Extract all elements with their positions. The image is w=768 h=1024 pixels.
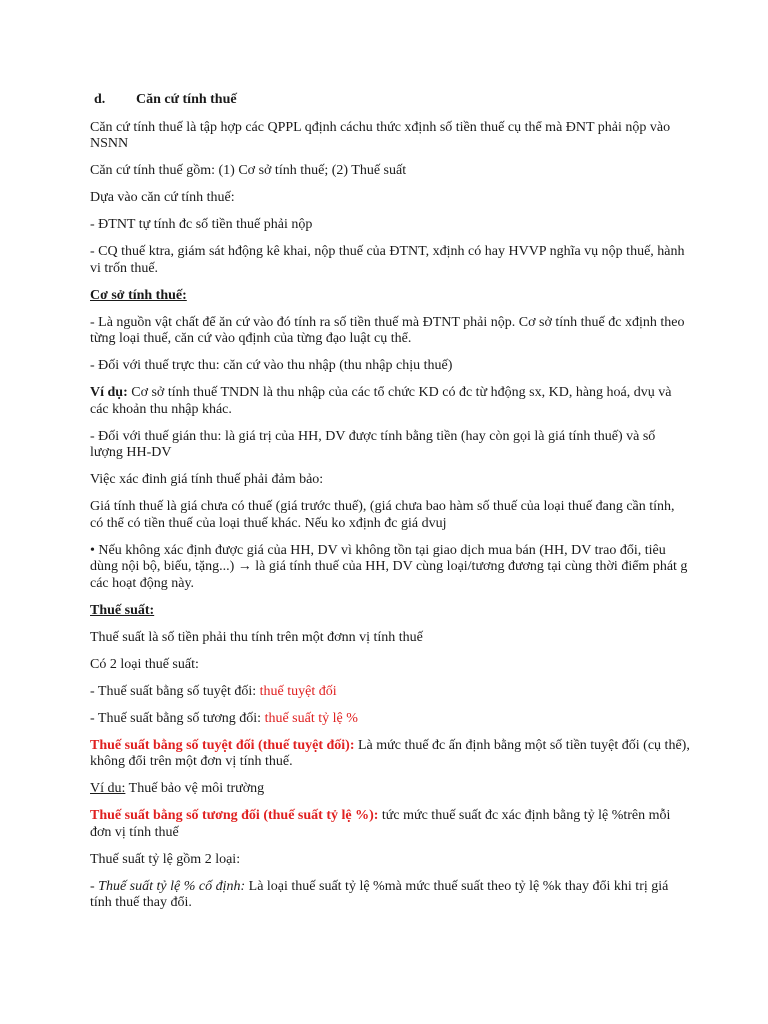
- section-heading: [94, 92, 690, 109]
- paragraph-pricing-must: Việc xác đinh giá tính thuế phải đảm bảo:: [90, 472, 324, 487]
- paragraph-absolute-rate: [90, 684, 690, 701]
- tax-rate-title: Thuế suất:: [90, 602, 155, 618]
- paragraph-tax-rate-def: Thuế suất là số tiền phải thu tính trên một đơnn vị tính thuế: [90, 629, 423, 645]
- tax-base-title: Cơ sở tính thuế:: [90, 287, 187, 303]
- paragraph-authority-check: - CQ thuế ktra, giám sát hđộng kê khai, nộp thuế của ĐTNT, xđịnh có hay HVVP nghĩa vụ nộp thuế, hành vi trốn thuế.: [90, 244, 685, 276]
- example-env-text: Thuế bảo vệ môi trường: [125, 781, 265, 796]
- section-title-tax-rate: [90, 603, 690, 620]
- paragraph-absolute-def: [90, 738, 690, 771]
- paragraph-relative-rate: [90, 711, 690, 728]
- paragraph-indirect-tax: - Đối với thuế gián thu: là giá trị của HH, DV được tính bằng tiền (hay còn gọi là giá tính thuế) và số lượng HH-DV: [90, 428, 656, 460]
- paragraph-fixed-rate: [90, 879, 690, 912]
- paragraph-based-on: Dựa vào căn cứ tính thuế:: [90, 190, 235, 205]
- fixed-rate-text: Là loại thuế suất tỷ lệ %mà mức thuế suất theo tỷ lệ %k thay đổi khi trị giá tính thuế thay đổi.: [90, 878, 669, 910]
- paragraph-definition: Căn cứ tính thuế là tập hợp các QPPL qđịnh cáchu thức xđịnh số tiền thuế cụ thể mà ĐNT phải nộp vào NSNN: [90, 119, 671, 151]
- paragraph-rate-two-kinds: Thuế suất tỷ lệ gồm 2 loại:: [90, 851, 241, 867]
- section-title-tax-base: [90, 288, 690, 305]
- heading-title: Căn cứ tính thuế: [136, 92, 237, 107]
- relative-rate-highlight: thuế suất tỷ lệ %: [264, 710, 358, 726]
- example-label: Ví dụ:: [90, 385, 128, 400]
- example-env-label: Ví du:: [90, 781, 126, 796]
- paragraph-two-types: Có 2 loại thuế suất:: [90, 656, 199, 672]
- paragraph-example-cit: [90, 385, 690, 418]
- relative-def-text: tức mức thuế suất đc xác định bằng tỷ lệ %trên mỗi đơn vị tính thuế: [90, 808, 671, 840]
- absolute-def-term: Thuế suất bằng số tuyệt đối (thuế tuyệt đối):: [90, 737, 355, 753]
- absolute-rate-highlight: thuế tuyệt đối: [259, 683, 337, 699]
- heading-number: d.: [94, 92, 106, 107]
- absolute-def-text: Là mức thuế đc ấn định bằng một số tiền tuyệt đối (cụ thể), không đổi trên một đơn vị tính thuế.: [90, 737, 690, 769]
- paragraph-tax-base-def: - Là nguồn vật chất để ăn cứ vào đó tính ra số tiền thuế mà ĐTNT phải nộp. Cơ sở tính thuế đc xđịnh theo từng loại thuế, căn cứ vào qđịnh của từng đạo luật cụ thể.: [90, 314, 685, 346]
- absolute-rate-text: - Thuế suất bằng số tuyệt đối:: [90, 683, 260, 699]
- paragraph-self-calc: - ĐTNT tự tính đc số tiền thuế phải nộp: [90, 217, 313, 232]
- paragraph-components: Căn cứ tính thuế gồm: (1) Cơ sở tính thuế; (2) Thuế suất: [90, 163, 407, 178]
- paragraph-relative-def: [90, 808, 690, 841]
- paragraph-bullet-no-price: • Nếu không xác định được giá của HH, DV vì không tồn tại giao dịch mua bán (HH, DV trao đổi, tiêu dùng nội bộ, biếu, tặng...) → là giá tính thuế của HH, DV cùng loại/tương đương tại cùng thời điểm phát g các hoạt động này.: [90, 542, 688, 591]
- example-text: Cơ sở tính thuế TNDN là thu nhập của các tổ chức KD có đc từ hđộng sx, KD, hàng hoá, dvụ và các khoản thu nhập khác.: [90, 385, 672, 417]
- fixed-rate-term: - Thuế suất tỷ lệ % cố định:: [90, 878, 246, 894]
- paragraph-example-env: [90, 781, 690, 798]
- relative-def-term: Thuế suất bằng số tương đối (thuế suất tỷ lệ %):: [90, 808, 379, 823]
- paragraph-direct-tax: - Đối với thuế trực thu: căn cứ vào thu nhập (thu nhập chịu thuế): [90, 358, 453, 373]
- relative-rate-text: - Thuế suất bằng số tương đối:: [90, 710, 265, 726]
- paragraph-pre-tax-price: Giá tính thuế là giá chưa có thuế (giá trước thuế), (giá chưa bao hàm số thuế của loại thuế đang cần tính, có thể có tiền thuế của loại thuế khác. Nếu ko xđịnh đc giá dvuj: [90, 499, 675, 531]
